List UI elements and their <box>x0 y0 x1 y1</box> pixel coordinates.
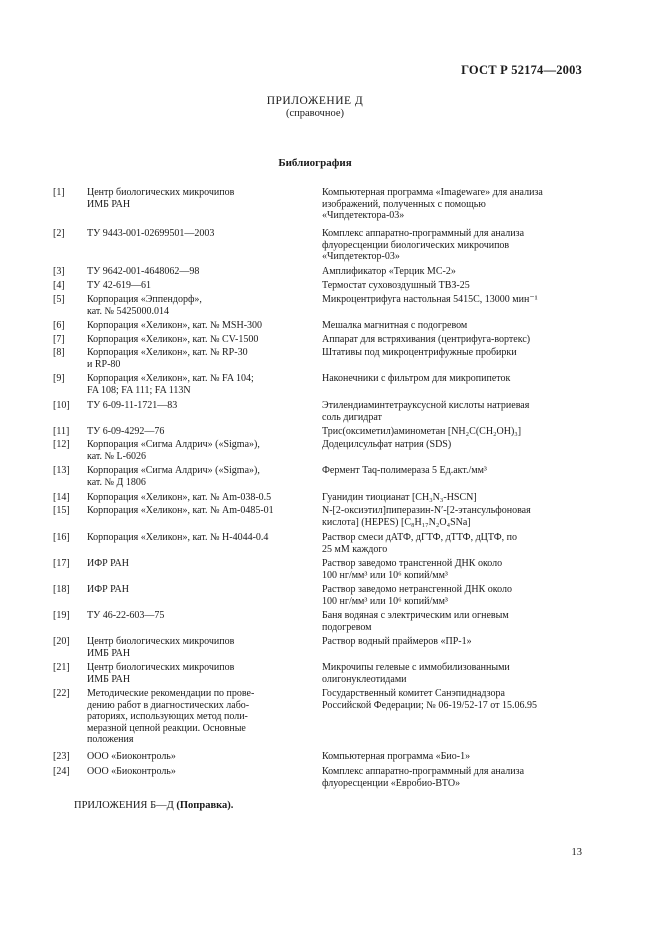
reference-number: [16] <box>53 532 70 543</box>
reference-source: ТУ 6-09-4292—76 <box>87 426 165 437</box>
reference-description: Гуанидин тиоцианат [CH₃N₃-HSCN] <box>322 492 477 503</box>
reference-number: [18] <box>53 584 70 595</box>
reference-number: [21] <box>53 662 70 673</box>
reference-number: [8] <box>53 347 65 358</box>
reference-description: Наконечники с фильтром для микропипеток <box>322 373 511 384</box>
footer-note <box>74 800 233 811</box>
reference-number: [14] <box>53 492 70 503</box>
reference-description: Додецилсульфат натрия (SDS) <box>322 439 452 450</box>
reference-number: [13] <box>53 465 70 476</box>
reference-source: Центр биологических микрочипов ИМБ РАН <box>87 187 235 210</box>
standard-code: ГОСТ Р 52174—2003 <box>461 63 582 77</box>
reference-description: Комплекс аппаратно-программный для анализа флуоресценции биологических микрочипов «Чипдетектор-03» <box>322 228 525 263</box>
reference-number: [12] <box>53 439 70 450</box>
reference-description: Раствор смеси дАТФ, дГТФ, дТТФ, дЦТФ, по 25 мМ каждого <box>322 532 518 555</box>
footer-note-bold: (Поправка). <box>176 800 234 811</box>
reference-description: Компьютерная программа «Био-1» <box>322 751 471 762</box>
reference-source: Центр биологических микрочипов ИМБ РАН <box>87 636 235 659</box>
reference-number: [19] <box>53 610 70 621</box>
reference-number: [7] <box>53 334 65 345</box>
reference-source: ТУ 9642-001-4648062—98 <box>87 266 200 277</box>
reference-description: N-[2-оксиэтил]пиперазин-N′-[2-этансульфоновая кислота] (HEPES) [C₈H₁₇N₂O₄SNa] <box>322 505 531 528</box>
reference-description: Термостат суховоздушный ТВЗ-25 <box>322 280 470 291</box>
reference-source: ТУ 46-22-603—75 <box>87 610 165 621</box>
reference-description: Микрочипы гелевые с иммобилизованными олигонуклеотидами <box>322 662 510 685</box>
reference-description: Государственный комитет Санэпиднадзора Российской Федерации; № 06-19/52-17 от 15.06.95 <box>322 688 538 711</box>
reference-description: Микроцентрифуга настольная 5415С, 13000 мин⁻¹ <box>322 294 538 305</box>
reference-source: ООО «Биоконтроль» <box>87 751 176 762</box>
reference-source: ТУ 9443-001-02699501—2003 <box>87 228 215 239</box>
reference-description: Амплификатор «Терцик МС-2» <box>322 266 456 277</box>
reference-description: Комплекс аппаратно-программный для анализа флуоресценции «Евробио-ВТО» <box>322 766 525 789</box>
reference-description: Раствор водный праймеров «ПР-1» <box>322 636 472 647</box>
reference-description: Раствор заведомо трансгенной ДНК около 100 нг/мм³ или 10⁶ копий/мм³ <box>322 558 503 581</box>
reference-source: Корпорация «Сигма Алдрич» («Sigma»), кат. № L-6026 <box>87 439 260 462</box>
reference-number: [3] <box>53 266 65 277</box>
reference-number: [20] <box>53 636 70 647</box>
reference-source: Корпорация «Эппендорф», кат. № 5425000.014 <box>87 294 202 317</box>
footer-note-text: ПРИЛОЖЕНИЯ Б—Д <box>74 800 177 811</box>
reference-number: [1] <box>53 187 65 198</box>
reference-description: Штативы под микроцентрифужные пробирки <box>322 347 517 358</box>
reference-source: Корпорация «Хеликон», кат. № Am-038-0.5 <box>87 492 272 503</box>
reference-source: Корпорация «Хеликон», кат. № MSH-300 <box>87 320 263 331</box>
reference-number: [24] <box>53 766 70 777</box>
reference-description: Фермент Taq-полимераза 5 Ед.акт./мм³ <box>322 465 487 476</box>
bibliography-heading: Библиография <box>278 157 352 169</box>
reference-source: Центр биологических микрочипов ИМБ РАН <box>87 662 235 685</box>
reference-source: ООО «Биоконтроль» <box>87 766 176 777</box>
reference-number: [5] <box>53 294 65 305</box>
reference-source: ИФР РАН <box>87 584 129 595</box>
reference-number: [15] <box>53 505 70 516</box>
reference-source: ТУ 42-619—61 <box>87 280 152 291</box>
reference-source: Корпорация «Хеликон», кат. № Am-0485-01 <box>87 505 274 516</box>
reference-description: Этилендиаминтетрауксусной кислоты натриевая соль дигидрат <box>322 400 530 423</box>
appendix-title: ПРИЛОЖЕНИЕ Д <box>266 95 364 107</box>
reference-number: [2] <box>53 228 65 239</box>
reference-source: Корпорация «Хеликон», кат. № CV-1500 <box>87 334 259 345</box>
reference-source: ИФР РАН <box>87 558 129 569</box>
reference-number: [23] <box>53 751 70 762</box>
reference-source: Корпорация «Хеликон», кат. № H-4044-0.4 <box>87 532 269 543</box>
reference-number: [22] <box>53 688 70 699</box>
reference-source: Корпорация «Хеликон», кат. № RP-30 и RP-80 <box>87 347 248 370</box>
reference-description: Аппарат для встряхивания (центрифуга-вортекс) <box>322 334 531 345</box>
reference-description: Компьютерная программа «Imageware» для анализа изображений, полученных с помощью «Чипдетектора-03» <box>322 187 543 222</box>
reference-description: Раствор заведомо нетрансгенной ДНК около 100 нг/мм³ или 10⁶ копий/мм³ <box>322 584 512 607</box>
page-number: 13 <box>571 847 582 858</box>
reference-source: Методические рекомендации по прове- дению работ в диагностических лабо- раториях, использующих метод поли- меразной цепной реакции. Основные положения <box>87 688 255 746</box>
appendix-subtitle: (справочное) <box>286 108 344 119</box>
reference-number: [11] <box>53 426 70 437</box>
reference-number: [4] <box>53 280 65 291</box>
reference-description: Мешалка магнитная с подогревом <box>322 320 468 331</box>
reference-description: Трис(оксиметил)аминометан [NH₂C(CH₂OH)₃] <box>322 426 522 437</box>
reference-source: Корпорация «Хеликон», кат. № FA 104; FA 108; FA 111; FA 113N <box>87 373 254 396</box>
reference-number: [17] <box>53 558 70 569</box>
reference-source: ТУ 6-09-11-1721—83 <box>87 400 178 411</box>
reference-source: Корпорация «Сигма Алдрич» («Sigma»), кат. № Д 1806 <box>87 465 260 488</box>
reference-number: [9] <box>53 373 65 384</box>
reference-number: [6] <box>53 320 65 331</box>
reference-number: [10] <box>53 400 70 411</box>
reference-description: Баня водяная с электрическим или огневым подогревом <box>322 610 509 633</box>
